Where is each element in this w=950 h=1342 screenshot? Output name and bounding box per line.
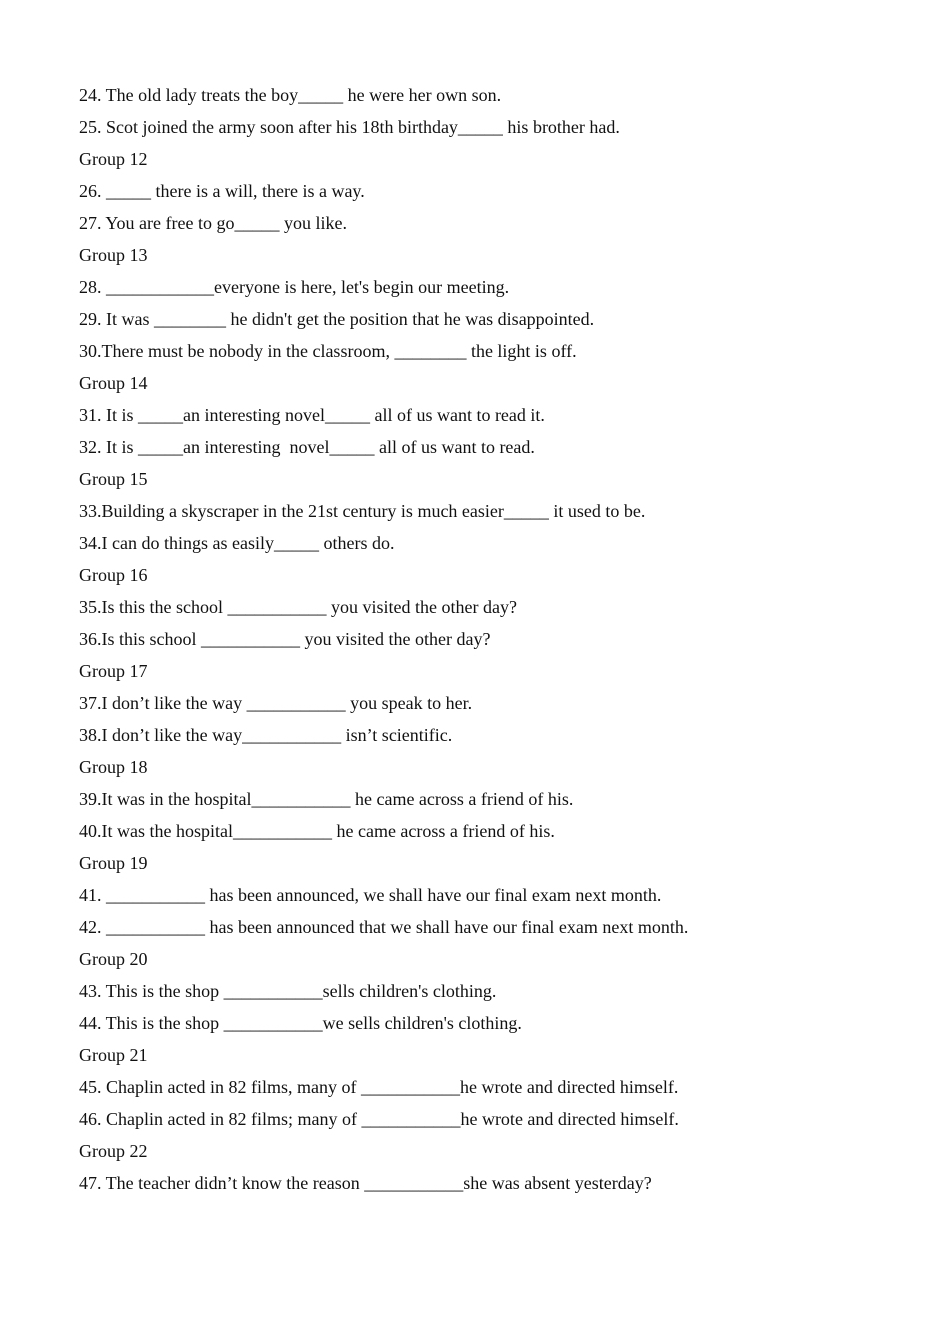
question-25: 25. Scot joined the army soon after his 18th birthday_____ his brother had.	[79, 117, 620, 137]
group-heading-14: Group 14	[79, 373, 148, 393]
question-32: 32. It is _____an interesting novel_____ all of us want to read.	[79, 437, 535, 457]
group-heading-22: Group 22	[79, 1141, 148, 1161]
group-heading-20: Group 20	[79, 949, 148, 969]
question-42: 42. ___________ has been announced that we shall have our final exam next month.	[79, 917, 689, 937]
question-34: 34.I can do things as easily_____ others do.	[79, 533, 395, 553]
group-heading-15: Group 15	[79, 469, 148, 489]
question-36: 36.Is this school ___________ you visited the other day?	[79, 629, 491, 649]
exercise-list	[79, 82, 899, 1202]
question-33: 33.Building a skyscraper in the 21st century is much easier_____ it used to be.	[79, 501, 646, 521]
question-27: 27. You are free to go_____ you like.	[79, 213, 347, 233]
question-37: 37.I don’t like the way ___________ you speak to her.	[79, 693, 473, 713]
group-heading-19: Group 19	[79, 853, 148, 873]
question-24: 24. The old lady treats the boy_____ he were her own son.	[79, 85, 502, 105]
question-26: 26. _____ there is a will, there is a way.	[79, 181, 365, 201]
group-heading-18: Group 18	[79, 757, 148, 777]
group-heading-12: Group 12	[79, 149, 148, 169]
group-heading-13: Group 13	[79, 245, 148, 265]
question-40: 40.It was the hospital___________ he came across a friend of his.	[79, 821, 555, 841]
question-47: 47. The teacher didn’t know the reason ___________she was absent yesterday?	[79, 1173, 652, 1193]
question-41: 41. ___________ has been announced, we shall have our final exam next month.	[79, 885, 662, 905]
question-31: 31. It is _____an interesting novel_____ all of us want to read it.	[79, 405, 545, 425]
question-44: 44. This is the shop ___________we sells children's clothing.	[79, 1013, 522, 1033]
question-30: 30.There must be nobody in the classroom, ________ the light is off.	[79, 341, 577, 361]
question-28: 28. ____________everyone is here, let's begin our meeting.	[79, 277, 510, 297]
question-35: 35.Is this the school ___________ you visited the other day?	[79, 597, 517, 617]
question-29: 29. It was ________ he didn't get the position that he was disappointed.	[79, 309, 595, 329]
question-43: 43. This is the shop ___________sells children's clothing.	[79, 981, 497, 1001]
group-heading-17: Group 17	[79, 661, 148, 681]
question-46: 46. Chaplin acted in 82 films; many of ___________he wrote and directed himself.	[79, 1109, 679, 1129]
group-heading-21: Group 21	[79, 1045, 148, 1065]
group-heading-16: Group 16	[79, 565, 148, 585]
question-39: 39.It was in the hospital___________ he came across a friend of his.	[79, 789, 574, 809]
question-45: 45. Chaplin acted in 82 films, many of ___________he wrote and directed himself.	[79, 1077, 679, 1097]
question-38: 38.I don’t like the way___________ isn’t scientific.	[79, 725, 453, 745]
